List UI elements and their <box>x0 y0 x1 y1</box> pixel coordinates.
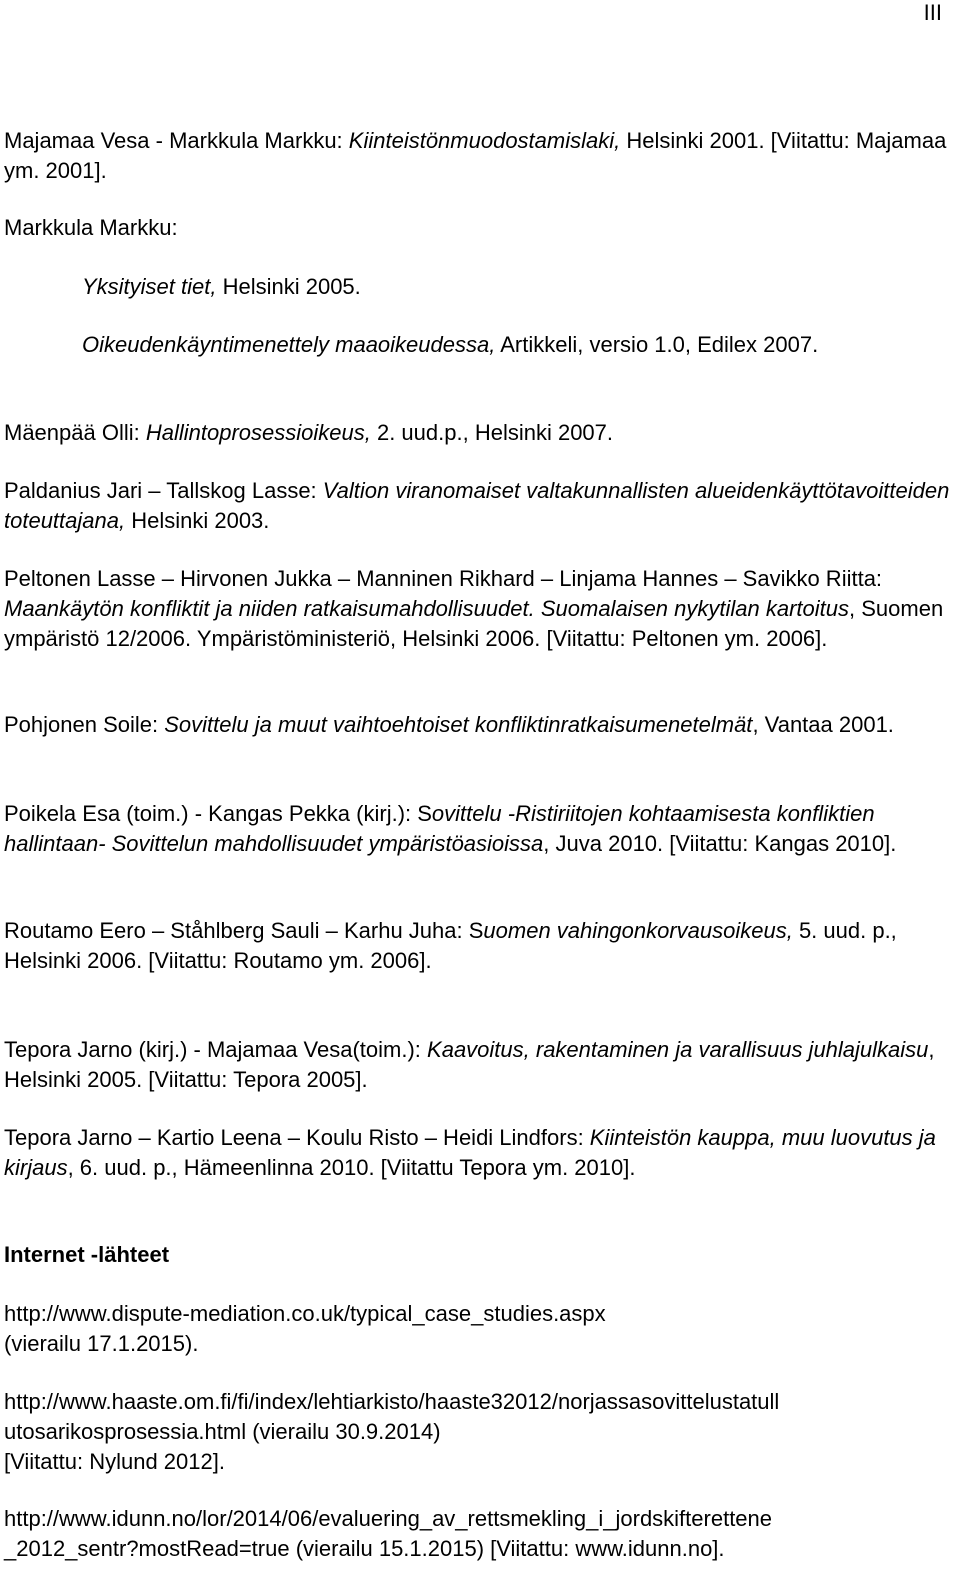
web-reference-line: [Viitattu: Nylund 2012]. <box>4 1449 225 1474</box>
web-reference-idunn <box>4 1504 952 1564</box>
reference-text: Artikkeli, versio 1.0, Edilex 2007. <box>495 332 819 357</box>
reference-title-text: ovittelu -Ristiriitojen kohtaamisesta konfliktien hallintaan- Sovittelun mahdollisuudet ympäristöasioissa <box>4 801 875 856</box>
reference-peltonen <box>4 564 952 654</box>
reference-text: , Vantaa 2001. <box>752 712 894 737</box>
reference-text: Pohjonen Soile: <box>4 712 165 737</box>
reference-title-text: Oikeudenkäyntimenettely maaoikeudessa, <box>82 332 496 357</box>
web-reference-line: http://www.dispute-mediation.co.uk/typical_case_studies.aspx <box>4 1301 606 1326</box>
reference-text: Markkula Markku: <box>4 215 178 240</box>
reference-text: Poikela Esa (toim.) - Kangas Pekka (kirj.): S <box>4 801 432 826</box>
reference-markkula <box>4 213 952 243</box>
reference-text: , Suomen ympäristö 12/2006. Ympäristöministeriö, Helsinki 2006. [Viitattu: Peltonen ym. 2006]. <box>4 596 944 651</box>
reference-markkula-oikeudenkayntimenettely <box>82 330 952 360</box>
reference-title-text: Kiinteistön kauppa, muu luovutus ja kirjaus <box>4 1125 936 1180</box>
reference-title-text: Kiinteistönmuodostamislaki, <box>348 128 621 153</box>
reference-text: Mäenpää Olli: <box>4 420 146 445</box>
reference-maenpaa <box>4 418 952 448</box>
web-reference-haaste <box>4 1387 952 1477</box>
reference-title-text: uomen vahingonkorvausoikeus, <box>483 918 793 943</box>
web-reference-line: http://www.haaste.om.fi/fi/index/lehtiarkisto/haaste32012/norjassasovittelustatull <box>4 1389 780 1414</box>
web-reference-line: utosarikosprosessia.html (vierailu 30.9.2014) <box>4 1419 441 1444</box>
reference-poikela <box>4 799 952 859</box>
web-reference-dispute-mediation <box>4 1299 952 1359</box>
page-number: III <box>923 0 942 25</box>
reference-text: 5. uud. p., Helsinki 2006. [Viitattu: Routamo ym. 2006]. <box>4 918 897 973</box>
reference-text: Majamaa Vesa - Markkula Markku: <box>4 128 349 153</box>
internet-sources-heading: Internet -lähteet <box>4 1242 170 1267</box>
reference-tepora-majamaa <box>4 1035 952 1095</box>
reference-majamaa <box>4 126 952 186</box>
reference-title-text: Hallintoprosessioikeus, <box>145 420 371 445</box>
reference-tepora-kartio <box>4 1123 952 1183</box>
reference-markkula-yksityiset-tiet <box>82 272 952 302</box>
reference-title-text: Sovittelu ja muut vaihtoehtoiset konfliktinratkaisumenetelmät <box>164 712 753 737</box>
web-reference-line: (vierailu 17.1.2015). <box>4 1331 199 1356</box>
reference-text: Paldanius Jari – Tallskog Lasse: <box>4 478 323 503</box>
reference-text: Peltonen Lasse – Hirvonen Jukka – Manninen Rikhard – Linjama Hannes – Savikko Riitta: <box>4 566 883 591</box>
reference-text: Helsinki 2001. [Viitattu: Majamaa ym. 2001]. <box>4 128 947 183</box>
reference-text: , Juva 2010. [Viitattu: Kangas 2010]. <box>543 831 897 856</box>
reference-text: , Helsinki 2005. [Viitattu: Tepora 2005]. <box>4 1037 935 1092</box>
reference-title-text: Maankäytön konfliktit ja niiden ratkaisumahdollisuudet. Suomalaisen nykytilan kartoitus <box>4 596 850 621</box>
reference-title-text: Yksityiset tiet, <box>82 274 217 299</box>
reference-title-text: Kaavoitus, rakentaminen ja varallisuus juhlajulkaisu <box>427 1037 929 1062</box>
reference-title-text: Valtion viranomaiset valtakunnallisten alueidenkäyttötavoitteiden toteuttajana, <box>4 478 950 533</box>
reference-routamo <box>4 916 952 976</box>
reference-text: Helsinki 2005. <box>216 274 361 299</box>
reference-text: Tepora Jarno – Kartio Leena – Koulu Risto – Heidi Lindfors: <box>4 1125 590 1150</box>
reference-text: , 6. uud. p., Hämeenlinna 2010. [Viitattu Tepora ym. 2010]. <box>67 1155 636 1180</box>
reference-text: Tepora Jarno (kirj.) - Majamaa Vesa(toim.): <box>4 1037 428 1062</box>
reference-text: 2. uud.p., Helsinki 2007. <box>370 420 614 445</box>
reference-text: Helsinki 2003. <box>125 508 270 533</box>
reference-pohjonen <box>4 710 952 740</box>
web-reference-line: _2012_sentr?mostRead=true (vierailu 15.1.2015) [Viitattu: www.idunn.no]. <box>4 1536 725 1561</box>
reference-paldanius <box>4 476 952 536</box>
web-reference-line: http://www.idunn.no/lor/2014/06/evaluering_av_rettsmekling_i_jordskifterettene <box>4 1506 773 1531</box>
reference-text: Routamo Eero – Ståhlberg Sauli – Karhu Juha: S <box>4 918 484 943</box>
